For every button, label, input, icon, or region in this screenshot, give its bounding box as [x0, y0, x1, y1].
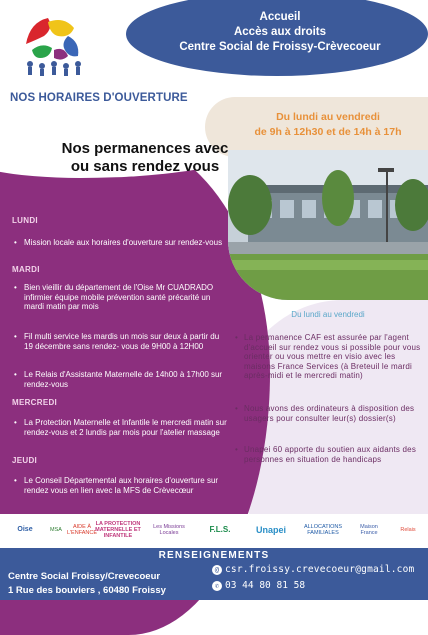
- header-line-1: Accueil: [259, 11, 301, 23]
- jeudi-item-1: • Le Conseil Départemental aux horaires d'ouverture sur rendez vous en lien avec la MFS de Crèvecœur: [12, 476, 229, 495]
- phone-icon: ✆: [212, 581, 222, 591]
- mardi-item-1: • Bien vieillir du département de l'Oise Mr CUADRADO infirmier équipe mobile prévention santé précarité un mardi matin par mois: [12, 283, 229, 312]
- permanences-title: Nos permanences avec ou sans rendez vous: [61, 140, 229, 175]
- lundi-item-1: • Mission locale aux horaires d'ouverture sur rendez-vous: [12, 238, 229, 248]
- opening-hours-title: NOS HORAIRES D'OUVERTURE: [10, 92, 188, 104]
- right-item-unapei: • Unapei 60 apporte du soutien aux aidants des personnes en situation de handicaps: [232, 445, 426, 464]
- hours-days: Du lundi au vendredi: [276, 111, 380, 123]
- email-text[interactable]: csr.froissy.crevecoeur@gmail.com: [225, 564, 415, 575]
- partner-logo-missions-locales: Les Missions Locales: [153, 524, 185, 536]
- right-column-title: Du lundi au vendredi: [291, 310, 365, 319]
- phone-text[interactable]: 03 44 80 81 58: [225, 580, 306, 591]
- at-icon: @: [212, 565, 222, 575]
- partner-logo-fls: F.L.S.: [209, 525, 231, 534]
- partner-logo-caf: ALLOCATIONS FAMILIALES: [303, 524, 343, 536]
- day-mardi: MARDI: [12, 265, 40, 274]
- partner-logo-msa: MSA: [50, 527, 62, 533]
- day-mercredi: MERCREDI: [12, 398, 58, 407]
- mardi-item-2: • Fil multi service les mardis un mois sur deux à partir du 19 décembre sans rendez- vous de 9H00 à 12H00: [12, 332, 229, 351]
- email-contact[interactable]: [212, 564, 414, 575]
- hours-times: de 9h à 12h30 et de 14h à 17h: [254, 126, 402, 138]
- right-item-caf: • La permanence CAF est assurée par l'agent d'accueil sur rendez vous si possible pour vous orienter ou vous mettre en visio avec les maisons France Services (à Breteuil le mardi après-midi et le mercredi matin): [232, 333, 426, 381]
- centre-social-logo: [8, 6, 100, 86]
- footer-title: RENSEIGNEMENTS: [158, 550, 270, 561]
- day-lundi: LUNDI: [12, 216, 38, 225]
- day-jeudi: JEUDI: [12, 456, 38, 465]
- partner-logo-france-services: Maison France: [360, 524, 378, 536]
- mardi-item-3: • Le Relais d'Assistante Maternelle de 14h00 à 17h00 sur rendez-vous: [12, 370, 229, 389]
- header-line-3: Centre Social de Froissy-Crèvecoeur: [179, 41, 381, 53]
- header-title: [150, 10, 410, 55]
- address-line-2: 1 Rue des bouviers , 60480 Froissy: [8, 585, 166, 596]
- partner-logo-pmi: LA PROTECTION MATERNELLE ET INFANTILE: [95, 521, 141, 539]
- partner-logos-bar: [0, 514, 428, 548]
- building-photo: [228, 150, 428, 300]
- mercredi-item-1: • La Protection Maternelle et Infantile le mercredi matin sur rendez-vous et 2 lundis par mois pour l'atelier massage: [12, 418, 229, 437]
- header-line-2: Accès aux droits: [233, 26, 327, 38]
- partner-logo-enfance: AIDE À L'ENFANCE: [66, 524, 98, 536]
- partner-logo-unapei: Unapei: [255, 525, 286, 535]
- partner-logo-relais: Relais: [400, 527, 416, 533]
- partner-logo-oise: Oise: [17, 526, 33, 533]
- right-item-computers: • Nous avons des ordinateurs à disposition des usagers pour consulter leur(s) dossier(s): [232, 404, 426, 423]
- address-line-1: Centre Social Froissy/Crevecoeur: [8, 571, 161, 582]
- phone-contact[interactable]: [212, 580, 305, 591]
